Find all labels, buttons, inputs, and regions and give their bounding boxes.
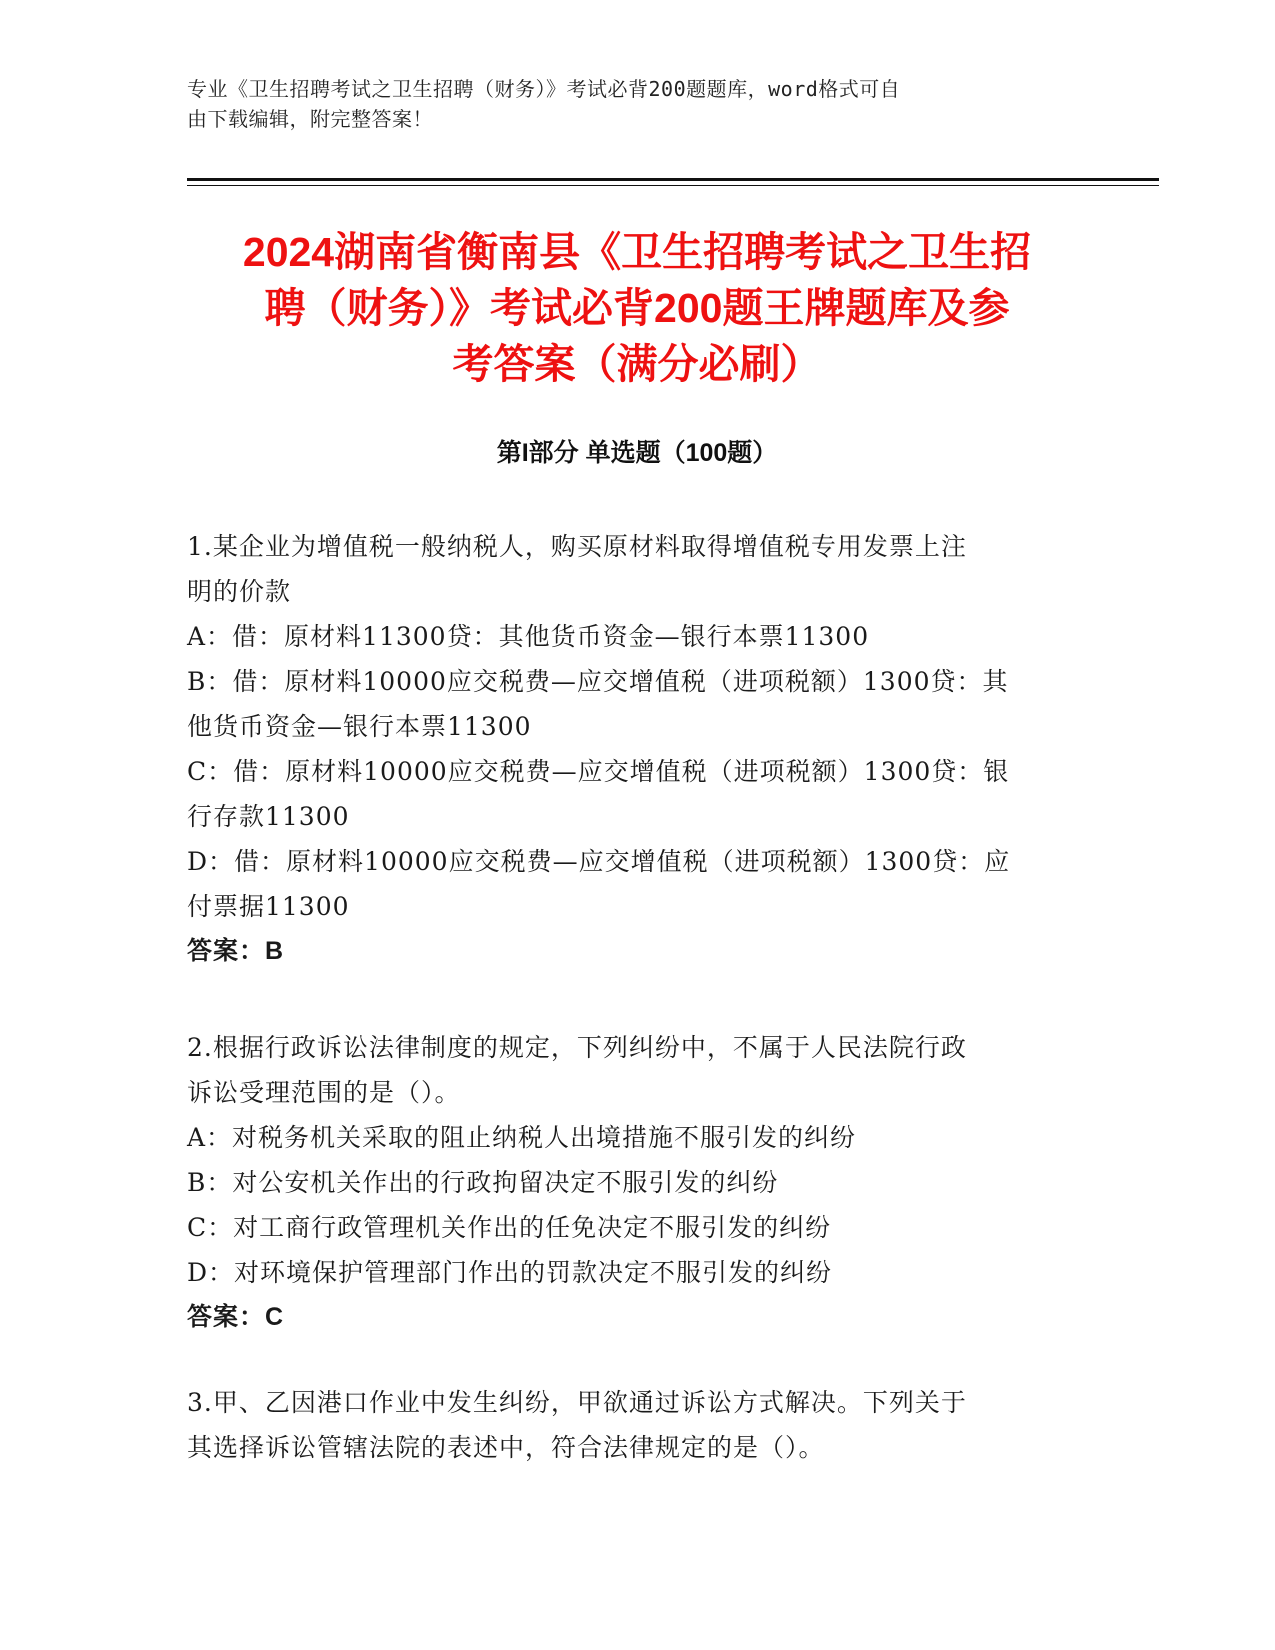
question-3 <box>187 1380 1072 1470</box>
header-note-line: 由下载编辑，附完整答案！ <box>187 107 433 131</box>
option-b: B：借：原材料10000应交税费—应交增值税（进项税额）1300贷：其 <box>187 667 1009 696</box>
answer-label: 答案：C <box>187 1303 285 1331</box>
title-line: 聘（财务）》考试必背200题王牌题库及参 <box>264 285 1010 331</box>
option-c: 行存款11300 <box>187 802 350 831</box>
answer-label: 答案：B <box>187 937 285 965</box>
option-c: C：对工商行政管理机关作出的任免决定不服引发的纠纷 <box>187 1213 832 1242</box>
document-title <box>187 224 1087 392</box>
header-note-line: 专业《卫生招聘考试之卫生招聘（财务）》考试必背200题题库，word格式可自 <box>187 77 901 101</box>
header-note <box>187 74 1087 134</box>
option-c: C：借：原材料10000应交税费—应交增值税（进项税额）1300贷：银 <box>187 757 1010 786</box>
question-stem: 1.某企业为增值税一般纳税人，购买原材料取得增值税专用发票上注 <box>187 532 967 561</box>
header-divider-thick <box>187 178 1159 181</box>
question-stem: 诉讼受理范围的是（）。 <box>187 1078 461 1107</box>
option-b: 他货币资金—银行本票11300 <box>187 712 532 741</box>
option-a: A：借：原材料11300贷：其他货币资金—银行本票11300 <box>187 622 870 651</box>
option-d: D：对环境保护管理部门作出的罚款决定不服引发的纠纷 <box>187 1258 833 1287</box>
question-2 <box>187 1025 1072 1340</box>
option-b: B：对公安机关作出的行政拘留决定不服引发的纠纷 <box>187 1168 779 1197</box>
question-1 <box>187 524 1072 974</box>
header-divider-thin <box>187 185 1159 186</box>
section-title: 第I部分 单选题（100题） <box>496 439 778 467</box>
question-stem: 其选择诉讼管辖法院的表述中，符合法律规定的是（）。 <box>187 1433 825 1462</box>
question-stem: 明的价款 <box>187 577 292 606</box>
question-stem: 3.甲、乙因港口作业中发生纠纷，甲欲通过诉讼方式解决。下列关于 <box>187 1388 967 1417</box>
option-a: A：对税务机关采取的阻止纳税人出境措施不服引发的纠纷 <box>187 1123 857 1152</box>
question-stem: 2.根据行政诉讼法律制度的规定，下列纠纷中，不属于人民法院行政 <box>187 1033 967 1062</box>
option-d: 付票据11300 <box>187 892 350 921</box>
option-d: D：借：原材料10000应交税费—应交增值税（进项税额）1300贷：应 <box>187 847 1011 876</box>
title-line: 2024湖南省衡南县《卫生招聘考试之卫生招 <box>242 229 1032 275</box>
title-line: 考答案（满分必刷） <box>452 341 822 387</box>
